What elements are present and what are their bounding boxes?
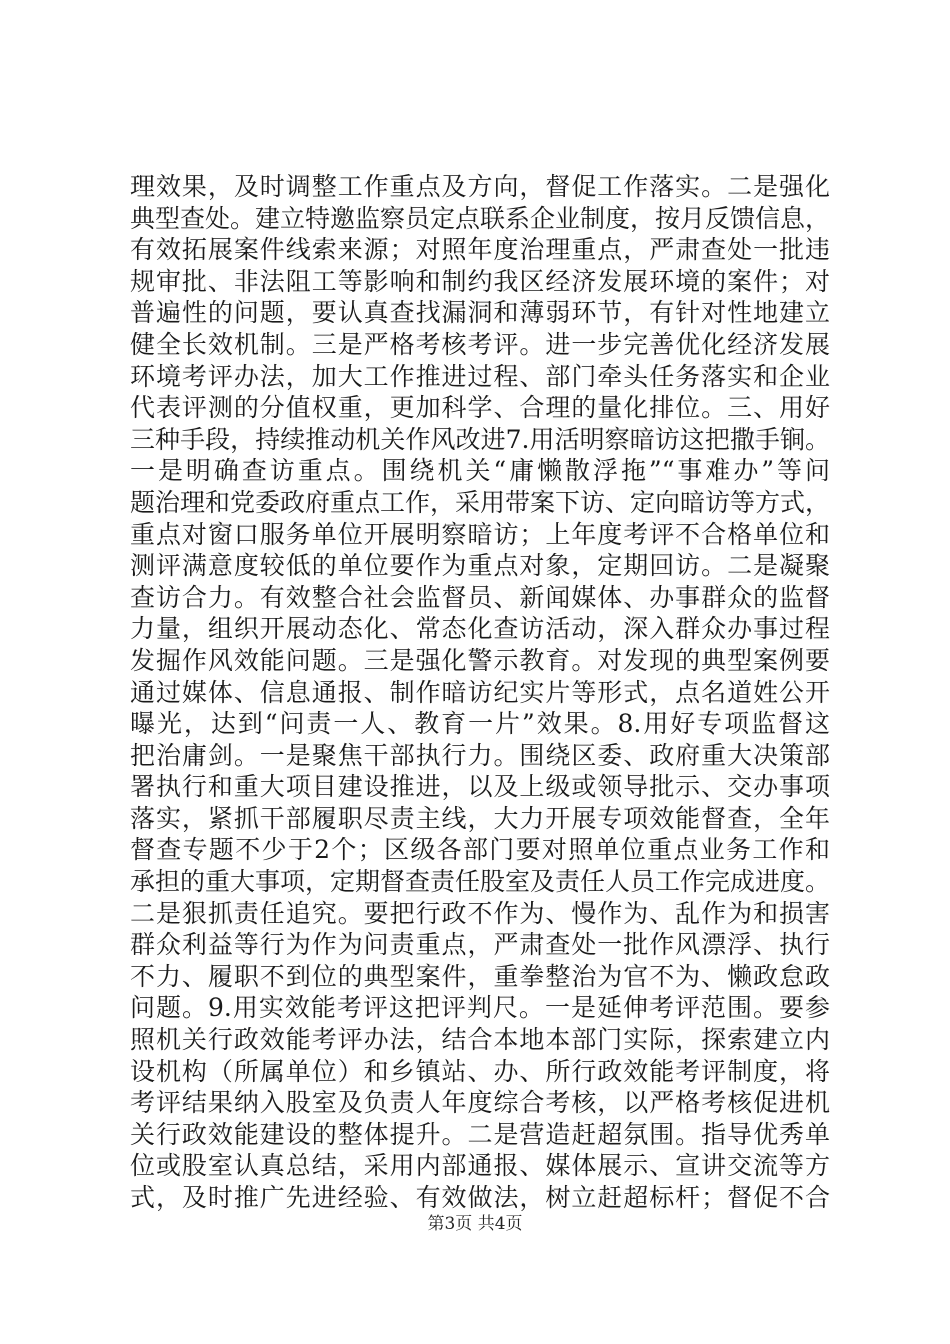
text-line: 落实，紧抓干部履职尽责主线，大力开展专项效能督查，全年	[130, 803, 830, 833]
text-line: 重点对窗口服务单位开展明察暗访；上年度考评不合格单位和	[130, 519, 830, 549]
text-line: 代表评测的分值权重，更加科学、合理的量化排位。三、用好	[130, 393, 830, 423]
text-line: 曝光，达到“问责一人、教育一片”效果。8.用好专项监督这	[130, 709, 830, 739]
text-line: 式，及时推广先进经验、有效做法，树立赶超标杆；督促不合	[130, 1183, 830, 1212]
text-line: 健全长效机制。三是严格考核考评。进一步完善优化经济发展	[130, 329, 830, 359]
text-line: 典型查处。建立特邀监察员定点联系企业制度，按月反馈信息，	[130, 203, 831, 233]
text-line: 环境考评办法，加大工作推进过程、部门牵头任务落实和企业	[130, 361, 830, 391]
text-line: 题治理和党委政府重点工作，采用带案下访、定向暗访等方式，	[130, 487, 831, 517]
text-line: 一是明确查访重点。围绕机关“庸懒散浮拖”“事难办”等问	[130, 456, 830, 486]
text-line: 群众利益等行为作为问责重点，严肃查处一批作风漂浮、执行	[130, 930, 830, 960]
text-line: 发掘作风效能问题。三是强化警示教育。对发现的典型案例要	[130, 645, 830, 675]
text-line: 三种手段，持续推动机关作风改进7.用活明察暗访这把撒手锏。	[130, 424, 830, 454]
text-line: 不力、履职不到位的典型案件，重拳整治为官不为、懒政怠政	[130, 961, 830, 991]
text-line: 理效果，及时调整工作重点及方向，督促工作落实。二是强化	[130, 172, 830, 201]
text-line: 把治庸剑。一是聚焦干部执行力。围绕区委、政府重大决策部	[130, 740, 830, 770]
text-line: 照机关行政效能考评办法，结合本地本部门实际，探索建立内	[130, 1025, 830, 1055]
text-line: 考评结果纳入股室及负责人年度综合考核，以严格考核促进机	[130, 1088, 830, 1118]
text-line: 二是狠抓责任追究。要把行政不作为、慢作为、乱作为和损害	[130, 898, 830, 928]
text-line: 设机构（所属单位）和乡镇站、办、所行政效能考评制度，将	[130, 1056, 830, 1086]
text-line: 规审批、非法阻工等影响和制约我区经济发展环境的案件；对	[130, 266, 830, 296]
text-line: 有效拓展案件线索来源；对照年度治理重点，严肃查处一批违	[130, 235, 830, 265]
text-line: 关行政效能建设的整体提升。二是营造赶超氛围。指导优秀单	[130, 1119, 830, 1149]
body-text	[130, 171, 830, 1214]
text-line: 通过媒体、信息通报、制作暗访纪实片等形式，点名道姓公开	[130, 677, 830, 707]
text-line: 问题。9.用实效能考评这把评判尺。一是延伸考评范围。要参	[130, 993, 830, 1023]
text-line: 督查专题不少于2个；区级各部门要对照单位重点业务工作和	[130, 835, 830, 865]
text-line: 力量，组织开展动态化、常态化查访活动，深入群众办事过程	[130, 614, 830, 644]
text-line: 测评满意度较低的单位要作为重点对象，定期回访。二是凝聚	[130, 551, 830, 581]
text-line: 署执行和重大项目建设推进，以及上级或领导批示、交办事项	[130, 772, 830, 802]
text-line: 查访合力。有效整合社会监督员、新闻媒体、办事群众的监督	[130, 582, 830, 612]
text-line: 普遍性的问题，要认真查找漏洞和薄弱环节，有针对性地建立	[130, 298, 830, 328]
text-line: 承担的重大事项，定期督查责任股室及责任人员工作完成进度。	[130, 867, 831, 897]
text-line: 位或股室认真总结，采用内部通报、媒体展示、宣讲交流等方	[130, 1151, 830, 1181]
page-footer: 第3页 共4页	[427, 1214, 523, 1234]
